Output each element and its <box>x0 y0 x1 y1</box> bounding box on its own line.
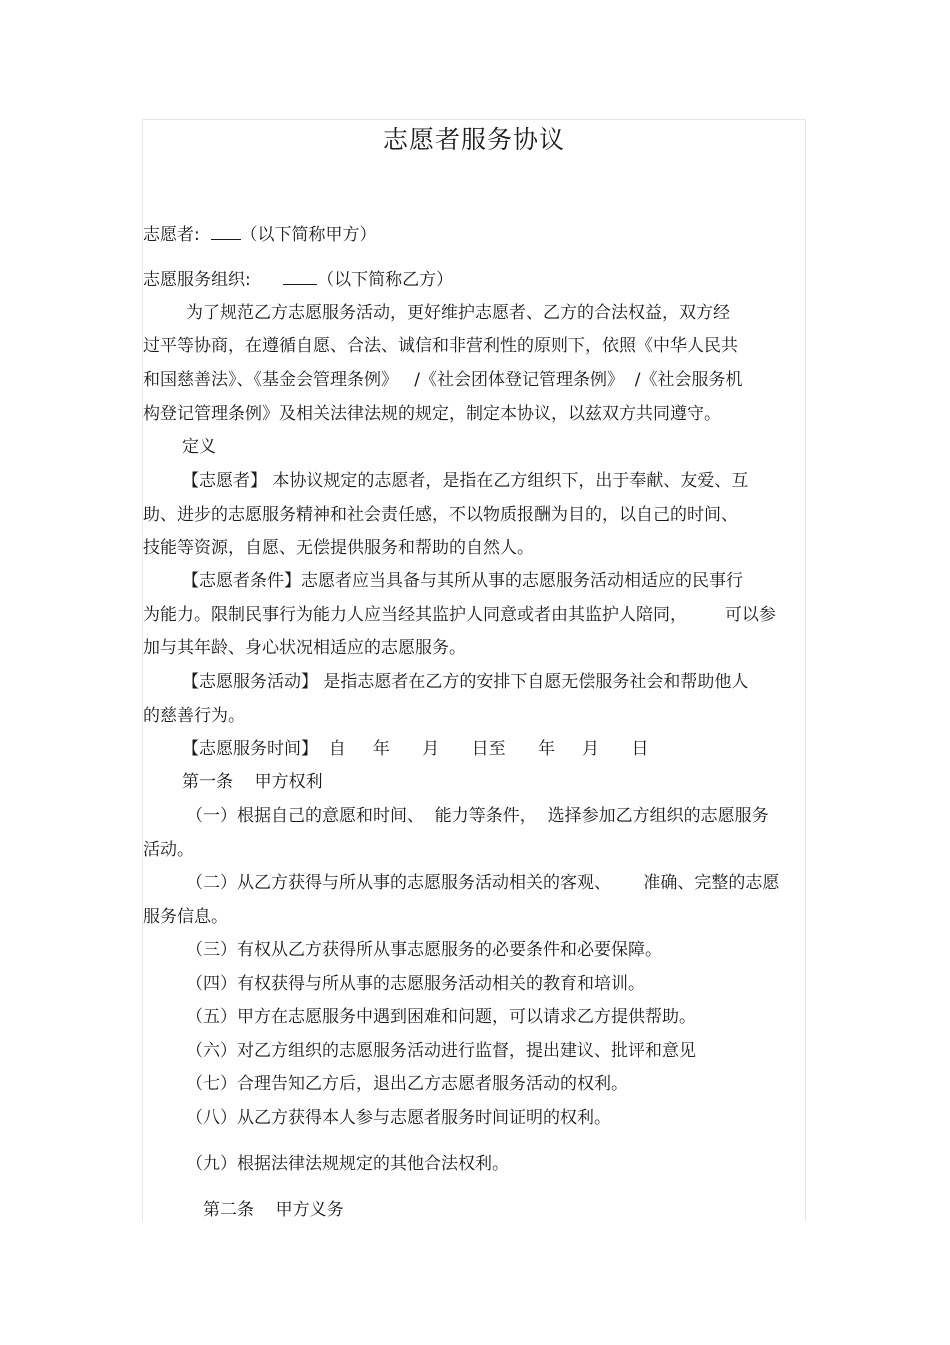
def-activity-line: 【志愿服务活动】 是指志愿者在乙方的安排下自愿无偿服务社会和帮助他人 <box>182 672 749 692</box>
article1-item: （五）甲方在志愿服务中遇到困难和问题，可以请求乙方提供帮助。 <box>186 1007 696 1027</box>
def-volunteer-line: 【志愿者】 本协议规定的志愿者，是指在乙方组织下，出于奉献、友爱、互 <box>182 471 749 491</box>
article1-item-cont: 活动。 <box>143 840 194 860</box>
article1-item: （一）根据自己的意愿和时间、 能力等条件， 选择参加乙方组织的志愿服务 <box>186 806 769 826</box>
party-a-line <box>143 222 377 247</box>
article1-item: （八）从乙方获得本人参与志愿者服务时间证明的权利。 <box>186 1108 611 1128</box>
def-conditions-line: 【志愿者条件】志愿者应当具备与其所从事的志愿服务活动相适应的民事行 <box>182 571 743 591</box>
article1-item: （二）从乙方获得与所从事的志愿服务活动相关的客观、 准确、完整的志愿 <box>186 873 780 893</box>
def-conditions-line: 加与其年龄、身心状况相适应的志愿服务。 <box>143 638 466 658</box>
article1-item-cont: 服务信息。 <box>143 907 228 927</box>
definitions-heading: 定义 <box>182 437 216 457</box>
article1-item: （四）有权获得与所从事的志愿服务活动相关的教育和培训。 <box>186 974 645 994</box>
article1-item: （九）根据法律法规规定的其他合法权利。 <box>186 1154 509 1174</box>
party-a-note: （以下简称甲方） <box>240 225 377 245</box>
def-volunteer-line: 技能等资源，自愿、无偿提供服务和帮助的自然人。 <box>143 538 534 558</box>
preamble-line: 构登记管理条例》及相关法律法规的规定，制定本协议，以兹双方共同遵守。 <box>143 404 721 424</box>
article2-heading: 第二条 甲方义务 <box>203 1200 344 1220</box>
party-b-label: 志愿服务组织: <box>143 270 251 290</box>
article1-item: （七）合理告知乙方后，退出乙方志愿者服务活动的权利。 <box>186 1074 628 1094</box>
party-b-blank <box>283 267 317 285</box>
preamble-line: 过平等协商，在遵循自愿、合法、诚信和非营利性的原则下，依照《中华人民共 <box>143 336 738 356</box>
article1-item: （三）有权从乙方获得所从事志愿服务的必要条件和必要保障。 <box>186 940 662 960</box>
party-b-line <box>143 267 453 292</box>
document-title: 志愿者服务协议 <box>382 125 565 154</box>
preamble-line: 为了规范乙方志愿服务活动，更好维护志愿者、乙方的合法权益，双方经 <box>186 303 730 323</box>
article1-item: （六）对乙方组织的志愿服务活动进行监督，提出建议、批评和意见 <box>186 1041 696 1061</box>
def-volunteer-line: 助、进步的志愿服务精神和社会责任感，不以物质报酬为目的，以自己的时间、 <box>143 505 738 525</box>
party-a-blank <box>211 222 241 240</box>
preamble-line: 和国慈善法》、《基金会管理条例》 /《社会团体登记管理条例》 /《社会服务机 <box>143 370 743 390</box>
def-activity-line: 的慈善行为。 <box>143 706 245 726</box>
def-time-line: 【志愿服务时间】 自 年 月 日至 年 月 日 <box>182 739 649 759</box>
def-conditions-line: 为能力。限制民事行为能力人应当经其监护人同意或者由其监护人陪同， 可以参 <box>143 605 776 625</box>
party-b-note: （以下简称乙方） <box>317 270 454 290</box>
party-a-label: 志愿者: <box>143 225 200 245</box>
article1-heading: 第一条 甲方权利 <box>182 772 323 792</box>
